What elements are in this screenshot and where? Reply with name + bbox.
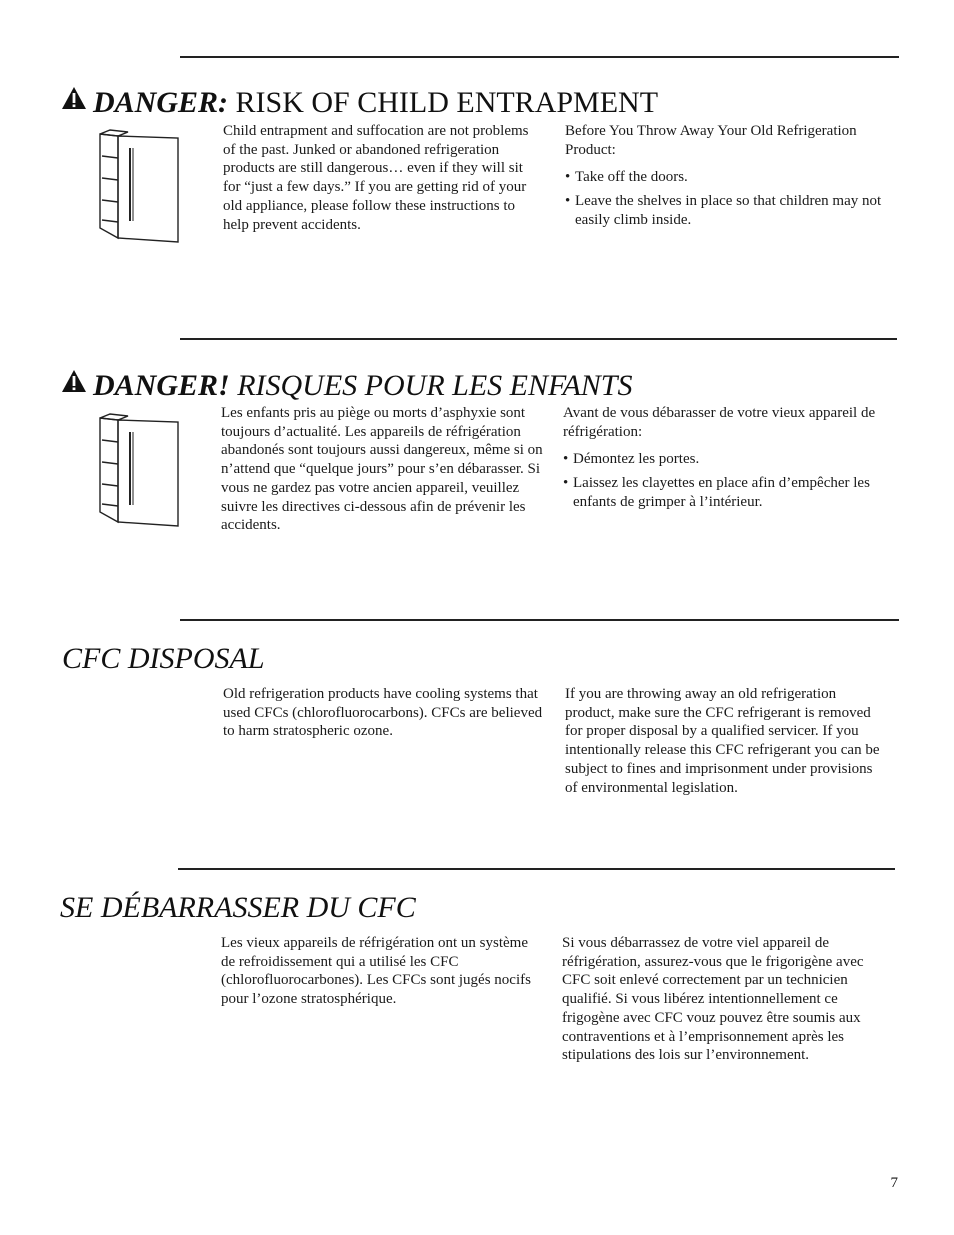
list-item: • Take off the doors. [565,168,885,187]
paragraph: Les vieux appareils de réfrigération ont un système de refroidissement qui a utilisé les CFC (chlorofluorocarbones). Les CFCs sont jugés nocifs pour l’ozone stratosphérique. [221,935,531,1008]
cfc-en-right-text [565,685,883,797]
list-item: • Démontez les portes. [563,450,893,469]
paragraph: Child entrapment and suffocation are not problems of the past. Junked or abandoned refrigeration products are still dangerous… even if they will sit for “just a few days.” If you are getting rid of your old appliance, please follow these instructions to help prevent accidents. [223,123,529,233]
paragraph: Old refrigeration products have cooling systems that used CFCs (chlorofluorocarbons). CFCs are believed to harm stratospheric ozone. [223,686,543,740]
section-rule [178,868,895,870]
cfc-fr-right-text [562,934,880,1065]
instructions-intro: Avant de vous débarasser de votre vieux appareil de réfrigération: [563,405,876,440]
section-heading [62,642,265,676]
section-heading [93,369,632,403]
paragraph: If you are throwing away an old refrigeration product, make sure the CFC refrigerant is removed for proper disposal by a qualified servicer. If you intentionally release this CFC refrigerant you can be subject to fines and imprisonment under provisions of environmental legislation. [565,686,880,796]
danger-label: DANGER: [93,86,229,119]
section-heading [60,891,416,925]
danger-en-right-text [565,122,885,235]
list-item: • Laissez les clayettes en place afin d’empêcher les enfants de grimper à l’intérieur. [563,474,893,511]
danger-fr-right-text [563,404,893,517]
instructions-list [565,168,885,229]
refrigerator-illustration [98,410,180,528]
section-rule [180,56,899,58]
warning-triangle-icon [61,86,87,110]
section-heading [93,86,658,120]
page-number: 7 [890,1175,898,1191]
warning-triangle-icon [61,369,87,393]
instructions-intro: Before You Throw Away Your Old Refrigeration Product: [565,123,857,158]
heading-title: RISK OF CHILD ENTRAPMENT [235,86,659,119]
instructions-list [563,450,893,511]
paragraph: Les enfants pris au piège ou morts d’asphyxie sont toujours d’actualité. Les appareils de réfrigération abandonés sont toujours aussi dangereux, même si on n’attend que “quelque jours” pour s’en débarasser. Si vous ne gardez pas votre ancien appareil, veuillez suivre les directives ci-dessous afin de prévenir les accidents. [221,405,543,534]
danger-label: DANGER! [93,369,230,402]
danger-en-left-text [223,122,543,234]
section-rule [180,619,899,621]
heading-title: CFC DISPOSAL [62,642,265,675]
list-item: • Leave the shelves in place so that children may not easily climb inside. [565,192,885,229]
paragraph: Si vous débarrassez de votre viel appareil de réfrigération, assurez-vous que le frigorigène avec CFC soit enlevé correctement par un technicien qualifié. Si vous libérez intentionnellement ce frigogène avec CFC vouz pouvez être soumis aux contraventions et à l’emprisonnement après les stipulations des lois sur l’environnement. [562,935,864,1064]
danger-fr-left-text [221,404,543,535]
cfc-en-left-text [223,685,553,741]
section-rule [180,338,897,340]
cfc-fr-left-text [221,934,536,1009]
heading-title: RISQUES POUR LES ENFANTS [237,369,633,402]
refrigerator-illustration [98,126,180,244]
heading-title: SE DÉBARRASSER DU CFC [60,891,416,924]
